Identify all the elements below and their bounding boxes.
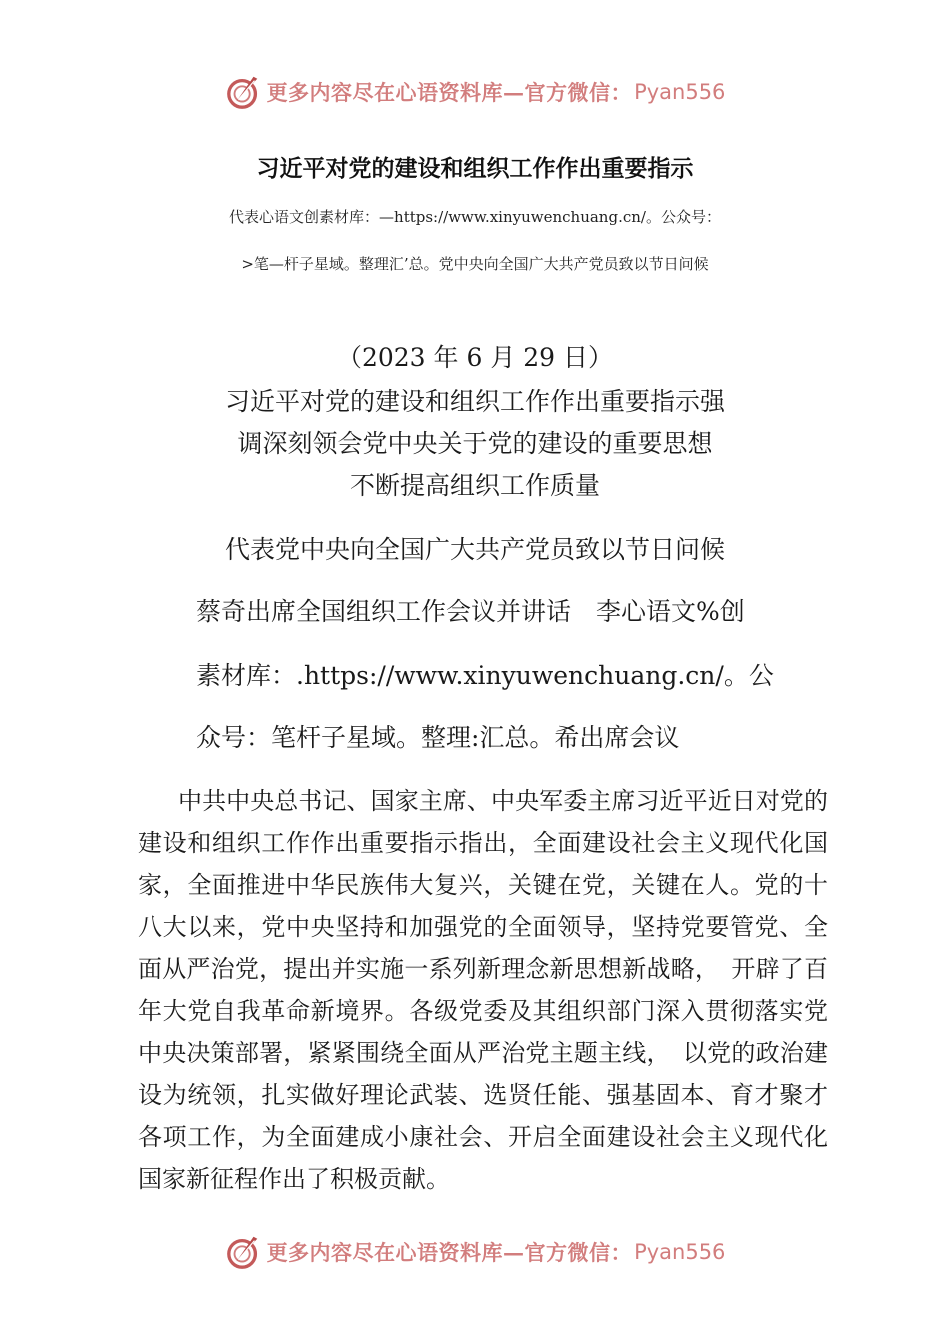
document-date: （2023 年 6 月 29 日）	[336, 343, 614, 372]
banner-wechat-id: Pyan556	[634, 80, 726, 104]
headline-line-1: 习近平对党的建设和组织工作作出重要指示强	[224, 387, 725, 416]
banner-wechat-id: Pyan556	[634, 1240, 726, 1264]
headline-line-3: 不断提高组织工作质量	[349, 471, 600, 500]
quill-seal-logo-icon	[225, 1233, 263, 1271]
meta-line-1: 代表心语文创素材库：—https://www.xinyuwenchuang.cn/。公众号：	[229, 208, 721, 226]
banner-text: 更多内容尽在心语资料库—官方微信：	[266, 1240, 633, 1265]
header-watermark-banner	[0, 70, 950, 114]
subhead-line-3: 众号：笔杆子星域。整理:汇总。希出席会议	[196, 723, 680, 752]
headline-line-2: 调深刻领会党中央关于党的建设的重要思想	[237, 429, 713, 458]
footer-watermark-banner	[0, 1230, 950, 1274]
banner-text: 更多内容尽在心语资料库—官方微信：	[266, 80, 633, 105]
meta-line-2: >笔—杆子星域。整理汇’总。党中央向全国广大共产党员致以节日问候	[241, 255, 709, 273]
quill-seal-logo-icon	[225, 73, 263, 111]
body-paragraph: 中共中央总书记、国家主席、中央军委主席习近平近日对党的建设和组织工作作出重要指示指出，全面建设社会主义现代化国家，全面推进中华民族伟大复兴，关键在党，关键在人。党的十八大以来，党中央坚持和加强党的全面领导，坚持党要管党、全面从严治党，提出并实施一系列新理念新思想新战略， 开辟了百年大党自我革命新境界。各级党委及其组织部门深入贯彻落实党中央决策部署，紧紧围绕全面从严治党主题主线， 以党的政治建设为统领，扎实做好理论武装、选贤任能、强基固本、育才聚才各项工作，为全面建成小康社会、开启全面建设社会主义现代化国家新征程作出了积极贡献。	[138, 787, 828, 1193]
headline-line-4: 代表党中央向全国广大共产党员致以节日问候	[224, 535, 725, 564]
subhead-line-1: 蔡奇出席全国组织工作会议并讲话 李心语文%创	[196, 597, 745, 626]
subhead-line-2: 素材库：.https://www.xinyuwenchuang.cn/。公	[196, 661, 774, 690]
document-title: 习近平对党的建设和组织工作作出重要指示	[256, 156, 694, 182]
